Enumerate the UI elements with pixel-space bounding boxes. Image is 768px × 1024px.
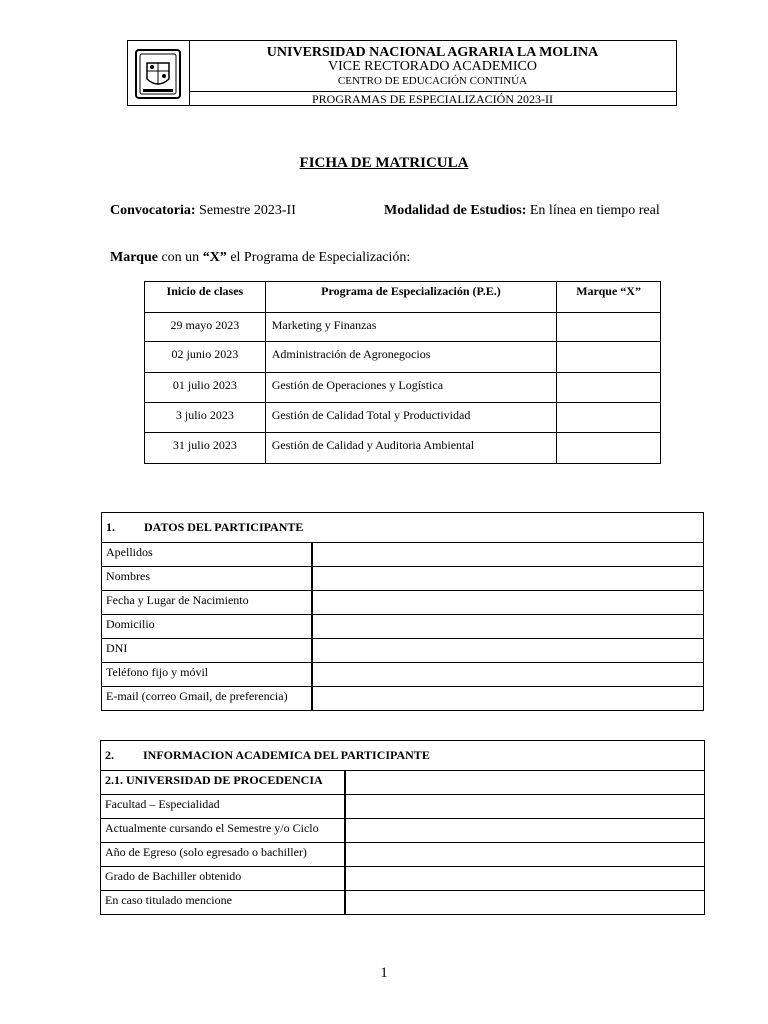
convocatoria-label: Convocatoria: — [110, 203, 196, 218]
form-row — [102, 639, 704, 663]
instruction-text-2: el Programa de Especialización: — [226, 250, 411, 265]
domicilio-field[interactable] — [312, 615, 704, 639]
field-label: Actualmente cursando el Semestre y/o Ciclo — [101, 819, 345, 843]
mark-cell[interactable] — [557, 433, 661, 464]
start-date: 31 julio 2023 — [145, 433, 266, 464]
instruction-line — [110, 250, 410, 266]
modalidad-line — [384, 203, 660, 219]
mark-cell[interactable] — [557, 342, 661, 373]
field-label: Apellidos — [102, 543, 312, 567]
table-row — [145, 342, 661, 373]
egreso-field[interactable] — [345, 843, 705, 867]
instruction-text: con un — [157, 250, 203, 265]
field-label: Facultad – Especialidad — [101, 795, 345, 819]
form-row — [101, 795, 705, 819]
apellidos-field[interactable] — [312, 543, 704, 567]
field-label: Año de Egreso (solo egresado o bachiller) — [101, 843, 345, 867]
instruction-x: “X” — [202, 250, 227, 265]
titulo-field[interactable] — [345, 891, 705, 915]
program-name: Gestión de Operaciones y Logística — [265, 373, 556, 403]
program-name: Marketing y Finanzas — [265, 313, 556, 342]
form-title: FICHA DE MATRICULA — [299, 155, 469, 171]
university-seal-icon — [135, 49, 181, 99]
header-text — [189, 41, 676, 91]
document-header — [127, 40, 677, 106]
section-number: 1. — [106, 520, 115, 534]
field-label: E-mail (correo Gmail, de preferencia) — [102, 687, 312, 711]
section-header-row — [101, 741, 705, 771]
nombres-field[interactable] — [312, 567, 704, 591]
page-number: 1 — [380, 965, 388, 981]
table-row — [145, 403, 661, 433]
form-row — [101, 843, 705, 867]
start-date: 01 julio 2023 — [145, 373, 266, 403]
mark-cell[interactable] — [557, 313, 661, 342]
form-row — [101, 867, 705, 891]
form-row — [102, 687, 704, 711]
table-row — [145, 373, 661, 403]
section-title: INFORMACION ACADEMICA DEL PARTICIPANTE — [143, 748, 430, 762]
form-row — [101, 771, 705, 795]
vice-rectorado: VICE RECTORADO ACADEMICO — [328, 59, 537, 74]
mark-cell[interactable] — [557, 373, 661, 403]
section-1-header — [102, 513, 704, 543]
instruction-marque: Marque — [110, 250, 158, 265]
column-header: Marque “X” — [557, 282, 661, 313]
field-label: Teléfono fijo y móvil — [102, 663, 312, 687]
logo-cell — [128, 41, 190, 105]
field-label: Nombres — [102, 567, 312, 591]
program-name: Gestión de Calidad Total y Productividad — [265, 403, 556, 433]
program-name: Administración de Agronegocios — [265, 342, 556, 373]
form-row — [102, 615, 704, 639]
semestre-field[interactable] — [345, 819, 705, 843]
start-date: 02 junio 2023 — [145, 342, 266, 373]
field-label: Fecha y Lugar de Nacimiento — [102, 591, 312, 615]
section-number: 2. — [105, 748, 114, 762]
column-header: Inicio de clases — [145, 282, 266, 313]
mark-cell[interactable] — [557, 403, 661, 433]
form-row — [102, 663, 704, 687]
form-row — [101, 891, 705, 915]
section-header-row — [102, 513, 704, 543]
convocatoria-value: Semestre 2023-II — [199, 203, 296, 218]
email-field[interactable] — [312, 687, 704, 711]
field-label: Grado de Bachiller obtenido — [101, 867, 345, 891]
nacimiento-field[interactable] — [312, 591, 704, 615]
form-row — [102, 567, 704, 591]
table-row — [145, 433, 661, 464]
field-label: Domicilio — [102, 615, 312, 639]
form-row — [102, 543, 704, 567]
facultad-field[interactable] — [345, 795, 705, 819]
universidad-field[interactable] — [345, 771, 705, 795]
table-row — [145, 313, 661, 342]
table-header-row — [145, 282, 661, 313]
start-date: 3 julio 2023 — [145, 403, 266, 433]
participant-data-table — [101, 512, 704, 711]
section-2-header — [101, 741, 705, 771]
field-label: En caso titulado mencione — [101, 891, 345, 915]
form-row — [102, 591, 704, 615]
subsection-title: 2.1. UNIVERSIDAD DE PROCEDENCIA — [101, 771, 345, 795]
university-name: UNIVERSIDAD NACIONAL AGRARIA LA MOLINA — [266, 45, 599, 60]
programs-heading: PROGRAMAS DE ESPECIALIZACIÓN 2023-II — [189, 91, 676, 106]
section-title: DATOS DEL PARTICIPANTE — [144, 520, 304, 534]
bachiller-field[interactable] — [345, 867, 705, 891]
convocatoria-line — [110, 203, 296, 219]
academic-info-table — [100, 740, 705, 915]
program-name: Gestión de Calidad y Auditoria Ambiental — [265, 433, 556, 464]
column-header: Programa de Especialización (P.E.) — [265, 282, 556, 313]
modalidad-value: En línea en tiempo real — [529, 203, 660, 218]
programs-table — [144, 281, 661, 464]
telefono-field[interactable] — [312, 663, 704, 687]
start-date: 29 mayo 2023 — [145, 313, 266, 342]
dni-field[interactable] — [312, 639, 704, 663]
form-row — [101, 819, 705, 843]
centro-educacion: CENTRO DE EDUCACIÓN CONTINÚA — [337, 75, 528, 87]
modalidad-label: Modalidad de Estudios: — [384, 203, 527, 218]
field-label: DNI — [102, 639, 312, 663]
